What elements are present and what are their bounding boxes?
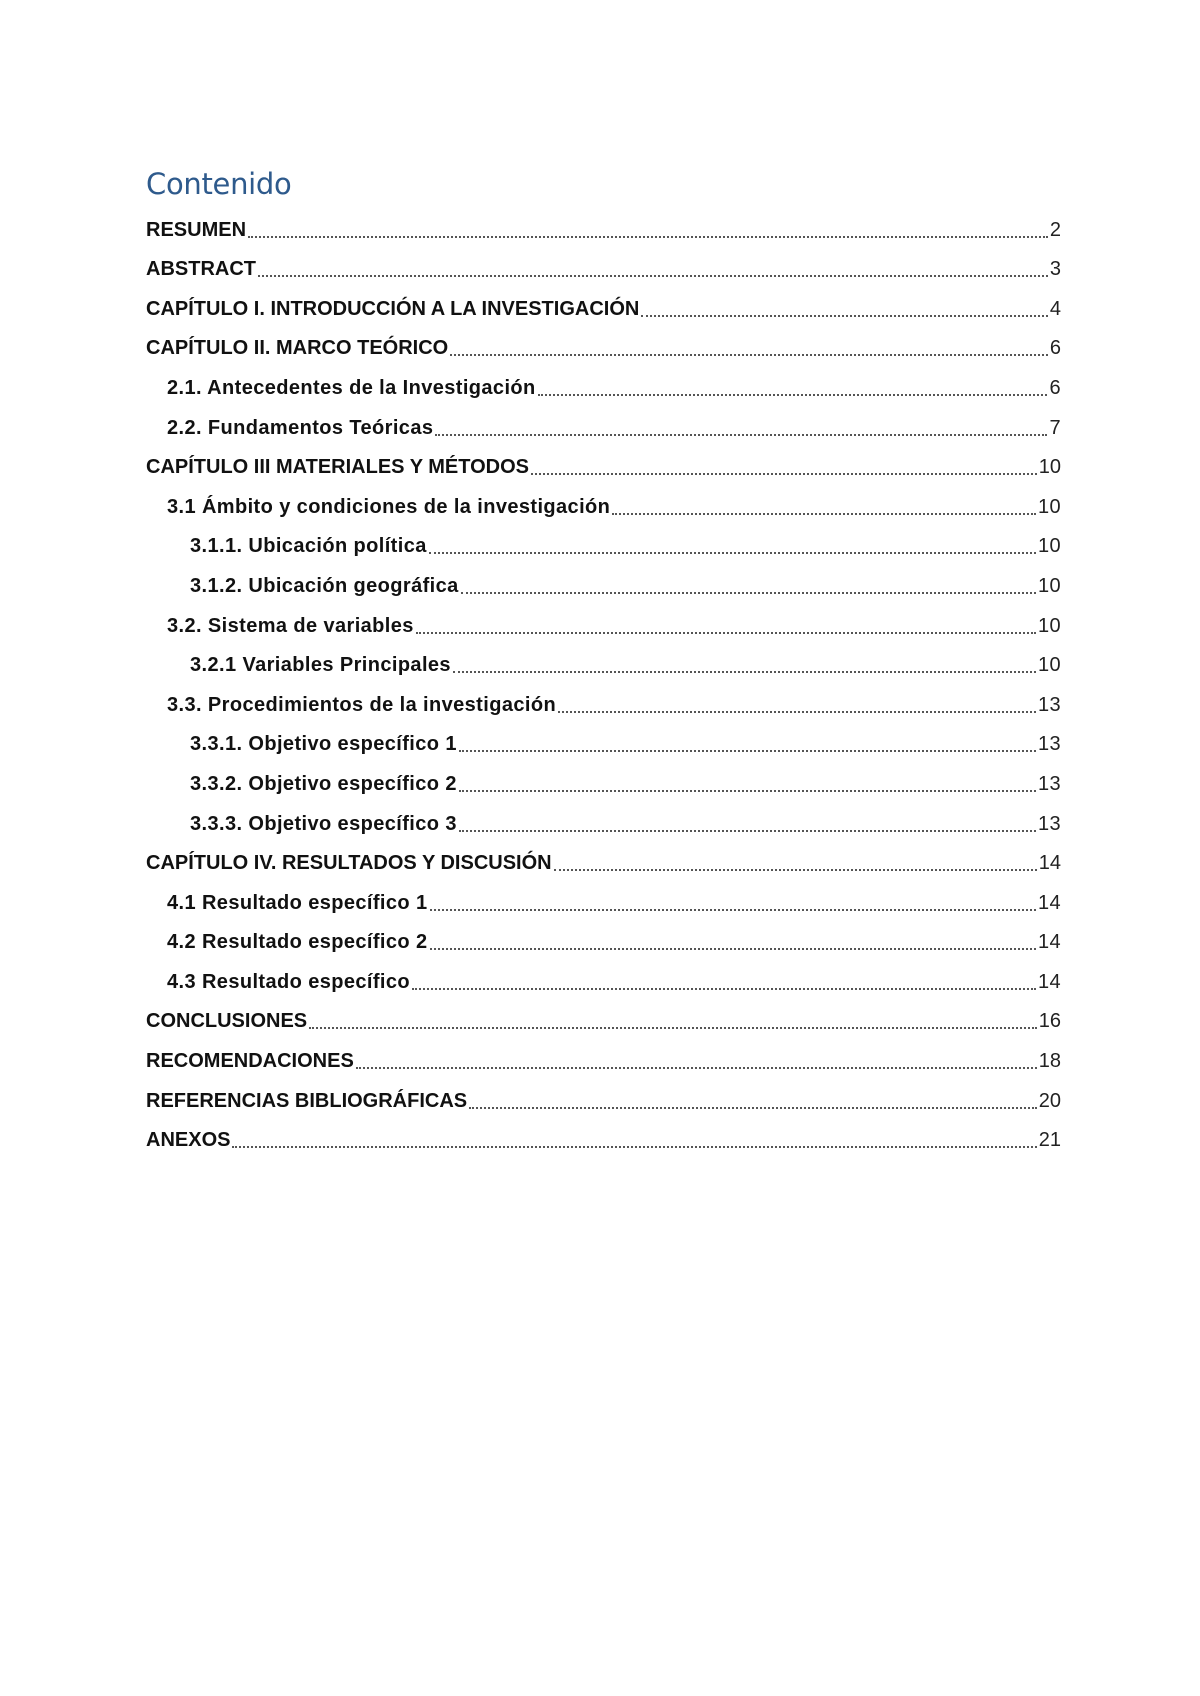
toc-dot-leader: [461, 592, 1036, 594]
toc-entry-label: 3.3.1. Objetivo específico 1: [190, 733, 457, 756]
toc-entry-page-number: 13: [1037, 693, 1061, 716]
toc-dot-leader: [531, 473, 1037, 475]
toc-dot-leader: [469, 1107, 1037, 1109]
toc-dot-leader: [538, 394, 1048, 396]
toc-entry-page-number: 10: [1037, 574, 1061, 597]
toc-entry-page-number: 13: [1037, 812, 1061, 835]
toc-entry-label: 4.2 Resultado específico 2: [167, 931, 428, 954]
toc-entry-page-number: 21: [1038, 1129, 1061, 1152]
toc-title: Contenido: [146, 167, 292, 201]
toc-entry[interactable]: [146, 964, 1061, 1004]
toc-entry[interactable]: [146, 370, 1061, 410]
toc-entry-label: 3.2.1 Variables Principales: [190, 654, 451, 677]
toc-dot-leader: [258, 275, 1048, 277]
toc-entry-label: 4.3 Resultado específico: [167, 970, 411, 993]
toc-entry-label: CAPÍTULO I. INTRODUCCIÓN A LA INVESTIGACIÓN: [146, 297, 640, 320]
toc-dot-leader: [459, 790, 1036, 792]
toc-dot-leader: [459, 750, 1036, 752]
toc-entry[interactable]: [146, 252, 1061, 292]
toc-entry-label: 4.1 Resultado específico 1: [167, 891, 428, 914]
toc-entry-label: CAPÍTULO IV. RESULTADOS Y DISCUSIÓN: [146, 852, 552, 875]
toc-dot-leader: [612, 513, 1036, 515]
toc-entry[interactable]: [146, 1083, 1061, 1123]
toc-entry-page-number: 13: [1037, 733, 1061, 756]
toc-entry[interactable]: [146, 766, 1061, 806]
toc-entry-label: 3.2. Sistema de variables: [167, 614, 414, 637]
toc-entry-label: 2.1. Antecedentes de la Investigación: [167, 376, 536, 399]
toc-entry[interactable]: [146, 568, 1061, 608]
toc-entry-label: 2.2. Fundamentos Teóricas: [167, 416, 434, 439]
toc-entry-page-number: 18: [1038, 1050, 1061, 1073]
toc-entry[interactable]: [146, 727, 1061, 767]
toc-dot-leader: [430, 948, 1036, 950]
toc-dot-leader: [412, 988, 1036, 990]
toc-entry-label: ANEXOS: [146, 1129, 231, 1152]
toc-entry-label: RESUMEN: [146, 218, 247, 241]
toc-entry[interactable]: [146, 687, 1061, 727]
toc-entry-label: CONCLUSIONES: [146, 1010, 308, 1033]
toc-dot-leader: [232, 1146, 1036, 1148]
toc-entry[interactable]: [146, 925, 1061, 965]
toc-dot-leader: [309, 1027, 1037, 1029]
toc-entry-label: ABSTRACT: [146, 258, 256, 281]
toc-dot-leader: [430, 909, 1036, 911]
toc-entry-page-number: 2: [1049, 218, 1061, 241]
toc-entry[interactable]: [146, 806, 1061, 846]
toc-entry[interactable]: [146, 846, 1061, 886]
toc-dot-leader: [641, 315, 1048, 317]
toc-entry-label: CAPÍTULO III MATERIALES Y MÉTODOS: [146, 456, 529, 479]
toc-entry-page-number: 20: [1038, 1089, 1061, 1112]
toc-dot-leader: [435, 434, 1047, 436]
toc-entry-label: 3.3.3. Objetivo específico 3: [190, 812, 457, 835]
toc-entry-label: 3.1 Ámbito y condiciones de la investigación: [167, 495, 611, 518]
toc-entry[interactable]: [146, 529, 1061, 569]
toc-entry-page-number: 10: [1037, 495, 1061, 518]
toc-entry[interactable]: [146, 1043, 1061, 1083]
toc-entry[interactable]: [146, 1123, 1061, 1163]
toc-dot-leader: [416, 632, 1036, 634]
toc-entry[interactable]: [146, 489, 1061, 529]
toc-entry-page-number: 10: [1037, 654, 1061, 677]
toc-entry-page-number: 14: [1037, 931, 1061, 954]
toc-dot-leader: [558, 711, 1036, 713]
toc-entry-page-number: 6: [1049, 376, 1061, 399]
toc-entry-page-number: 7: [1049, 416, 1061, 439]
toc-entry-label: 3.1.2. Ubicación geográfica: [190, 574, 459, 597]
toc-entry-page-number: 6: [1049, 337, 1061, 360]
toc-dot-leader: [450, 354, 1048, 356]
toc-entry[interactable]: [146, 885, 1061, 925]
toc-entry-label: 3.1.1. Ubicación política: [190, 535, 427, 558]
toc-entry-page-number: 10: [1037, 535, 1061, 558]
toc-entry-label: REFERENCIAS BIBLIOGRÁFICAS: [146, 1089, 468, 1112]
toc-entry[interactable]: [146, 1004, 1061, 1044]
toc-entry-page-number: 10: [1038, 456, 1061, 479]
toc-entry[interactable]: [146, 212, 1061, 252]
toc-dot-leader: [554, 869, 1037, 871]
table-of-contents: [146, 212, 1061, 1162]
toc-entry-label: CAPÍTULO II. MARCO TEÓRICO: [146, 337, 449, 360]
toc-dot-leader: [459, 830, 1036, 832]
toc-entry-label: RECOMENDACIONES: [146, 1050, 354, 1073]
toc-entry[interactable]: [146, 410, 1061, 450]
toc-dot-leader: [453, 671, 1036, 673]
toc-entry-page-number: 14: [1038, 852, 1061, 875]
toc-entry-page-number: 10: [1037, 614, 1061, 637]
toc-dot-leader: [248, 236, 1048, 238]
toc-entry-page-number: 3: [1049, 258, 1061, 281]
toc-entry-page-number: 14: [1037, 970, 1061, 993]
toc-dot-leader: [356, 1067, 1037, 1069]
toc-entry-label: 3.3.2. Objetivo específico 2: [190, 772, 457, 795]
toc-entry[interactable]: [146, 450, 1061, 490]
toc-entry[interactable]: [146, 608, 1061, 648]
toc-entry[interactable]: [146, 291, 1061, 331]
toc-entry-label: 3.3. Procedimientos de la investigación: [167, 693, 557, 716]
toc-dot-leader: [429, 552, 1036, 554]
toc-entry[interactable]: [146, 331, 1061, 371]
toc-entry-page-number: 16: [1038, 1010, 1061, 1033]
toc-entry[interactable]: [146, 648, 1061, 688]
toc-entry-page-number: 13: [1037, 772, 1061, 795]
toc-entry-page-number: 14: [1037, 891, 1061, 914]
toc-entry-page-number: 4: [1049, 297, 1061, 320]
